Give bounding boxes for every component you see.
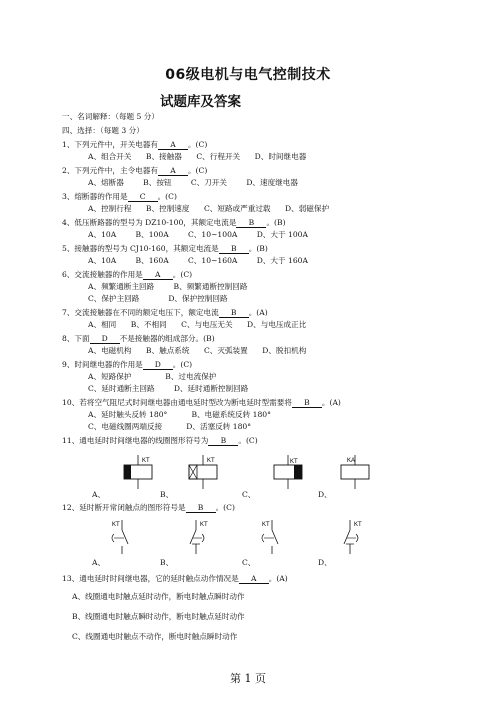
section-heading-1: 一、名词解释：（每题 5 分）: [62, 112, 159, 121]
question-13-option-b: B、线圈通电时触点瞬时动作，断电时触点延时动作: [72, 612, 245, 621]
question-9-options: A、短路保护 B、过电流保护: [88, 372, 217, 381]
contact-label-d: KT: [354, 522, 362, 528]
answer-blank: B: [219, 309, 249, 318]
caption-b: B、: [160, 490, 174, 499]
question-5-options: A、10A B、160A C、10~160A D、大于 160A: [88, 256, 308, 265]
answer-blank: B: [292, 399, 322, 408]
question-12: 12、延时断开常闭触点的图形符号是 B 。(C): [62, 503, 235, 512]
answer-blank: C: [128, 193, 158, 202]
coil-symbol-a: [118, 455, 158, 489]
question-13-option-c: C、线圈通电时触点不动作，断电时触点瞬时动作: [72, 632, 238, 641]
question-4: 4、低压断路器的型号为 DZ10-100，其额定电流是 B 。(B): [62, 218, 286, 227]
coil-label-b: KT: [207, 458, 215, 464]
coil-symbol-b: [183, 455, 223, 489]
question-5: 5、接触器的型号为 CJ10-160，其额定电流是 B 。(B): [62, 244, 268, 253]
question-8-options: A、电磁机构 B、触点系统 C、灭弧装置 D、脱扣机构: [88, 346, 307, 355]
contact-label-c: KT: [262, 522, 270, 528]
answer-blank: B: [186, 504, 216, 513]
answer-blank: B: [236, 219, 266, 228]
question-2: 2、下列元件中，主令电器有 A 。(C): [62, 166, 208, 175]
contact-label-a: KT: [112, 522, 120, 528]
question-10-options-2: C、电磁线圈两端反接 D、活塞反转 180°: [88, 422, 252, 431]
question-13: 13、通电延时时间继电器，它的延时触点动作情况是 A 。(A): [62, 574, 288, 583]
answer-blank: B: [208, 437, 238, 446]
coil-label-c: KT: [290, 459, 298, 465]
coil-symbol-c: [268, 455, 308, 489]
section-heading-4: 四、选择：（每题 3 分）: [62, 126, 144, 135]
question-7: 7、交流接触器在不同的额定电压下，额定电流 B 。(A): [62, 308, 268, 317]
contact-symbol-b: [182, 520, 216, 554]
caption-d: D、: [318, 490, 332, 499]
caption-c-q12: C、: [242, 558, 256, 567]
question-13-option-a: A、线圈通电时触点延时动作，断电时触点瞬时动作: [72, 592, 245, 601]
question-1: 1、下列元件中，开关电器有 A 。(C): [62, 140, 208, 149]
question-7-options: A、相同 B、不相同 C、与电压无关 D、与电压成正比: [88, 320, 307, 329]
caption-a-q12: A、: [92, 558, 106, 567]
question-3: 3、熔断器的作用是 C 。(C): [62, 192, 177, 201]
answer-blank: D: [143, 361, 173, 370]
page-number: 第 1 页: [230, 672, 266, 685]
document-title: 06级电机与电气控制技术: [165, 67, 331, 83]
contact-symbol-a: [108, 520, 142, 554]
question-6-options: A、频繁通断主回路 B、频繁通断控制回路: [88, 282, 248, 291]
answer-blank: A: [158, 141, 188, 150]
coil-label-a: KT: [142, 458, 150, 464]
coil-label-d: KA: [347, 458, 356, 464]
question-2-options: A、熔断器 B、按钮 C、刀开关 D、速度继电器: [88, 178, 298, 187]
question-1-options: A、组合开关 B、接触器 C、行程开关 D、时间继电器: [88, 152, 307, 161]
answer-blank: B: [219, 245, 249, 254]
caption-d-q12: D、: [318, 558, 332, 567]
coil-symbol-d: [335, 455, 375, 489]
caption-c: C、: [242, 490, 256, 499]
caption-b-q12: B、: [160, 558, 174, 567]
contact-symbol-c: [258, 520, 292, 554]
caption-a: A、: [92, 490, 106, 499]
answer-blank: D: [90, 335, 120, 344]
question-9-options-2: C、延时通断主回路 D、延时通断控制回路: [88, 384, 249, 393]
document-subtitle: 试题库及答案: [160, 94, 241, 110]
question-9: 9、时间继电器的作用是 D 。(C): [62, 360, 193, 369]
question-8: 8、下面 D 不是接触器的组成部分。(B): [62, 334, 215, 343]
question-10-options: A、延时触头反转 180° B、电磁系统反转 180°: [88, 410, 271, 419]
question-10: 10、若将空气阻尼式时间继电器由通电延时型改为断电延时型需要将 B 。(A): [62, 398, 341, 407]
answer-blank: A: [143, 271, 173, 280]
contact-symbol-d: [336, 520, 370, 554]
question-6-options-2: C、保护主回路 D、保护控制回路: [88, 294, 228, 303]
question-3-options: A、控制行程 B、控制速度 C、短路或严重过载 D、弱磁保护: [88, 204, 330, 213]
question-11: 11、通电延时时间继电器的线圈图形符号为 B 。(C): [62, 436, 258, 445]
answer-blank: A: [239, 575, 269, 584]
answer-blank: A: [158, 167, 188, 176]
question-4-options: A、10A B、100A C、10~100A D、大于 100A: [88, 230, 308, 239]
contact-label-b: KT: [200, 522, 208, 528]
question-6: 6、交流接触器的作用是 A 。(C): [62, 270, 193, 279]
